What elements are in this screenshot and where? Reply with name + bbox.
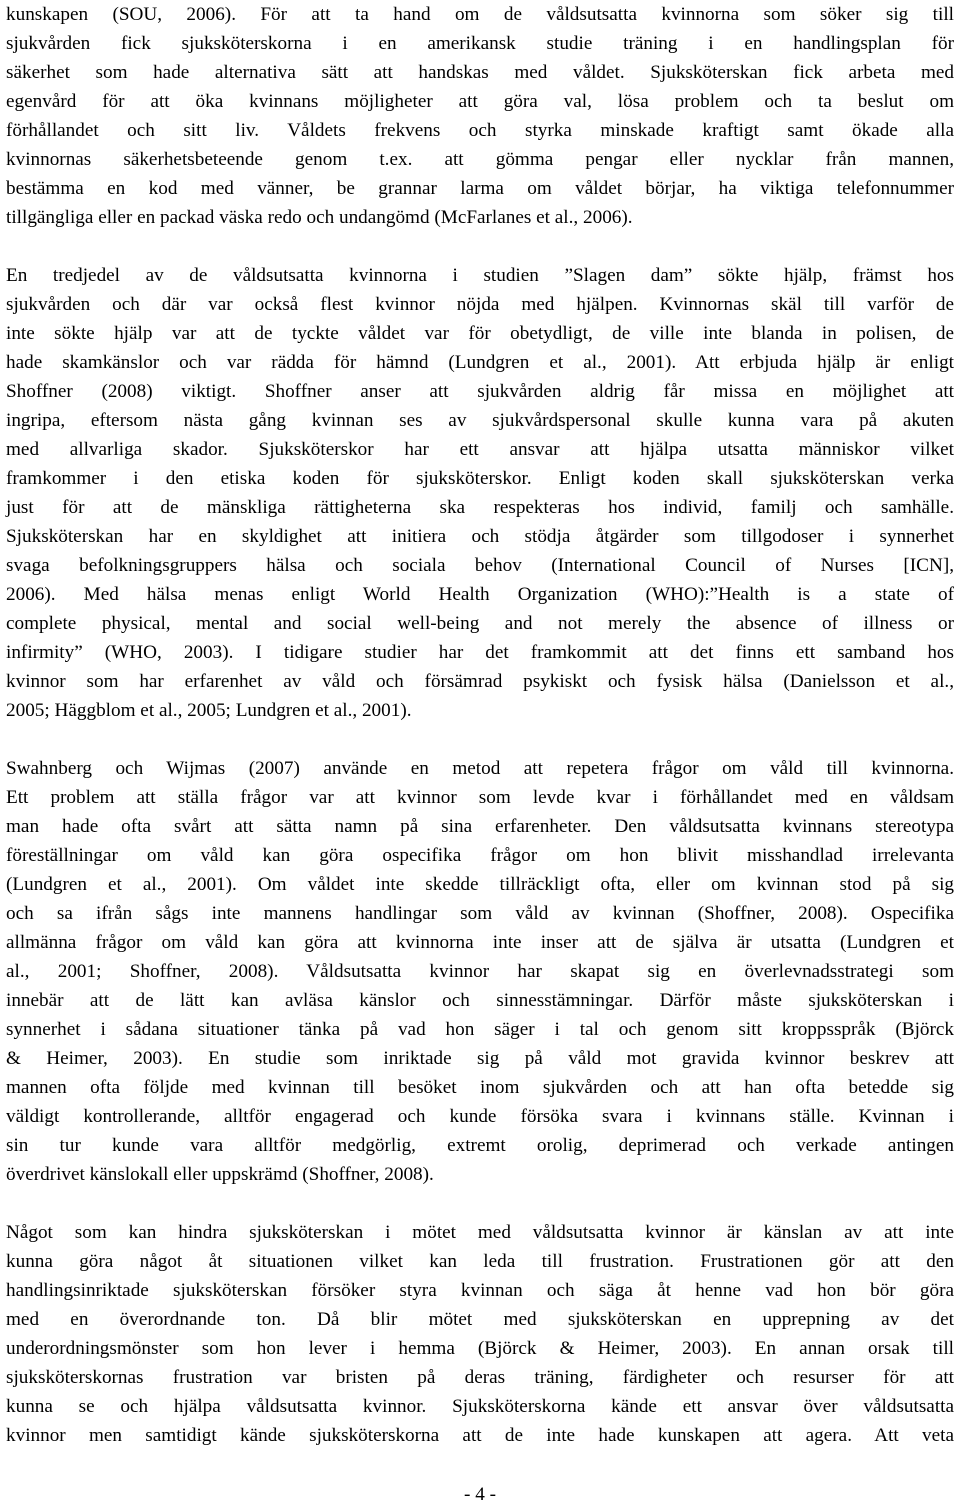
text-line: 2005; Häggblom et al., 2005; Lundgren et al., 2001).: [6, 700, 412, 721]
text-line: säkerhet som hade alternativa sätt att handskas med våldet. Sjuksköterskan fick arbeta med: [6, 62, 954, 83]
text-line: Shoffner (2008) viktigt. Shoffner anser att sjukvården aldrig får missa en möjlighet att: [6, 381, 954, 402]
text-line: sjukvården fick sjuksköterskorna i en amerikansk studie träning i en handlingsplan för: [6, 33, 954, 54]
paragraph: [6, 261, 954, 725]
text-line: kunna se och hjälpa våldsutsatta kvinnor. Sjuksköterskorna kände ett ansvar över våldsutsatta: [6, 1396, 954, 1417]
text-line: med allvarliga skador. Sjuksköterskor har ett ansvar att hjälpa utsatta människor vilket: [6, 439, 954, 460]
text-line: Sjuksköterskan har en skyldighet att initiera och stödja åtgärder som tillgodoser i synnerhet: [6, 526, 954, 547]
text-line: svaga befolkningsgruppers hälsa och sociala behov (International Council of Nurses [ICN],: [6, 555, 954, 576]
text-line: Swahnberg och Wijmas (2007) använde en metod att repetera frågor om våld till kvinnorna.: [6, 758, 954, 779]
text-line: kunskapen (SOU, 2006). För att ta hand om de våldsutsatta kvinnorna som söker sig till: [6, 4, 954, 25]
text-line: egenvård för att öka kvinnans möjligheter att göra val, lösa problem och ta beslut om: [6, 91, 954, 112]
text-line: sin tur kunde vara alltför medgörlig, extremt orolig, deprimerad och verkade antingen: [6, 1135, 954, 1156]
text-line: & Heimer, 2003). En studie som inriktade sig på våld mot gravida kvinnor beskrev att: [6, 1048, 954, 1069]
text-line: ingripa, eftersom nästa gång kvinnan ses av sjukvårdspersonal skulle kunna vara på akuten: [6, 410, 954, 431]
text-line: 2006). Med hälsa menas enligt World Health Organization (WHO):”Health is a state of: [6, 584, 954, 605]
text-line: man hade ofta svårt att sätta namn på sina erfarenheter. Den våldsutsatta kvinnans stereotypa: [6, 816, 954, 837]
text-line: sjukvården och där var också flest kvinnor nöjda med hjälpen. Kvinnornas skäl till varför de: [6, 294, 954, 315]
document-body: [6, 0, 954, 1450]
paragraph-gap: [6, 725, 954, 754]
text-line: tillgängliga eller en packad väska redo och undangömd (McFarlanes et al., 2006).: [6, 207, 633, 228]
paragraph-gap: [6, 1189, 954, 1218]
text-line: al., 2001; Shoffner, 2008). Våldsutsatta kvinnor har skapat sig en överlevnadsstrategi som: [6, 961, 954, 982]
text-line: kvinnor men samtidigt kände sjuksköterskorna att de inte hade kunskapen att agera. Att veta: [6, 1425, 954, 1446]
text-line: med en överordnande ton. Då blir mötet med sjuksköterskan en upprepning av det: [6, 1309, 954, 1330]
text-line: underordningsmönster som hon lever i hemma (Björck & Heimer, 2003). En annan orsak till: [6, 1338, 954, 1359]
text-line: kvinnornas säkerhetsbeteende genom t.ex. att gömma pengar eller nycklar från mannen,: [6, 149, 954, 170]
paragraph: [6, 1218, 954, 1450]
text-line: och sa ifrån sågs inte mannens handlingar som våld av kvinnan (Shoffner, 2008). Ospecifika: [6, 903, 954, 924]
document-page: [6, 0, 954, 1509]
text-line: hade skamkänslor och var rädda för hämnd (Lundgren et al., 2001). Att erbjuda hjälp är enligt: [6, 352, 954, 373]
page-number: - 4 -: [464, 1484, 496, 1505]
text-line: sjuksköterskornas frustration var bristen på deras träning, färdigheter och resurser för att: [6, 1367, 954, 1388]
paragraph-gap: [6, 232, 954, 261]
text-line: bestämma en kod med vänner, be grannar larma om våldet börjar, ha viktiga telefonnummer: [6, 178, 954, 199]
text-line: väldigt kontrollerande, alltför engagerad och kunde försöka svara i kvinnans ställe. Kvinnan i: [6, 1106, 954, 1127]
text-line: föreställningar om våld kan göra ospecifika frågor om hon blivit misshandlad irrelevanta: [6, 845, 954, 866]
paragraph: [6, 0, 954, 232]
text-line: allmänna frågor om våld kan göra att kvinnorna inte inser att de själva är utsatta (Lundgren et: [6, 932, 954, 953]
text-line: synnerhet i sådana situationer tänka på vad hon säger i tal och genom sitt kroppsspråk (Björck: [6, 1019, 954, 1040]
text-line: Ett problem att ställa frågor var att kvinnor som levde kvar i förhållandet med en våldsam: [6, 787, 954, 808]
text-line: kunna göra något åt situationen vilket kan leda till frustration. Frustrationen gör att den: [6, 1251, 954, 1272]
text-line: infirmity” (WHO, 2003). I tidigare studier har det framkommit att det finns ett samband hos: [6, 642, 954, 663]
text-line: Något som kan hindra sjuksköterskan i mötet med våldsutsatta kvinnor är känslan av att inte: [6, 1222, 954, 1243]
text-line: mannen ofta följde med kvinnan till besöket inom sjukvården och att han ofta betedde sig: [6, 1077, 954, 1098]
text-line: förhållandet och sitt liv. Våldets frekvens och styrka minskade kraftigt samt ökade alla: [6, 120, 954, 141]
text-line: just för att de mänskliga rättigheterna ska respekteras hos individ, familj och samhälle.: [6, 497, 954, 518]
paragraph: [6, 754, 954, 1189]
text-line: överdrivet känslokall eller uppskrämd (Shoffner, 2008).: [6, 1164, 434, 1185]
text-line: inte sökte hjälp var att de tyckte våldet var för obetydligt, de ville inte blanda in polisen, de: [6, 323, 954, 344]
text-line: kvinnor som har erfarenhet av våld och försämrad psykiskt och fysisk hälsa (Danielsson et al.,: [6, 671, 954, 692]
text-line: En tredjedel av de våldsutsatta kvinnorna i studien ”Slagen dam” sökte hjälp, främst hos: [6, 265, 954, 286]
text-line: (Lundgren et al., 2001). Om våldet inte skedde tillräckligt ofta, eller om kvinnan stod på sig: [6, 874, 954, 895]
text-line: framkommer i den etiska koden för sjuksköterskor. Enligt koden skall sjuksköterskan verka: [6, 468, 954, 489]
text-line: complete physical, mental and social well-being and not merely the absence of illness or: [6, 613, 954, 634]
text-line: innebär att de lätt kan avläsa känslor och sinnesstämningar. Därför måste sjuksköterskan i: [6, 990, 954, 1011]
text-line: handlingsinriktade sjuksköterskan försöker styra kvinnan och säga åt henne vad hon bör göra: [6, 1280, 954, 1301]
